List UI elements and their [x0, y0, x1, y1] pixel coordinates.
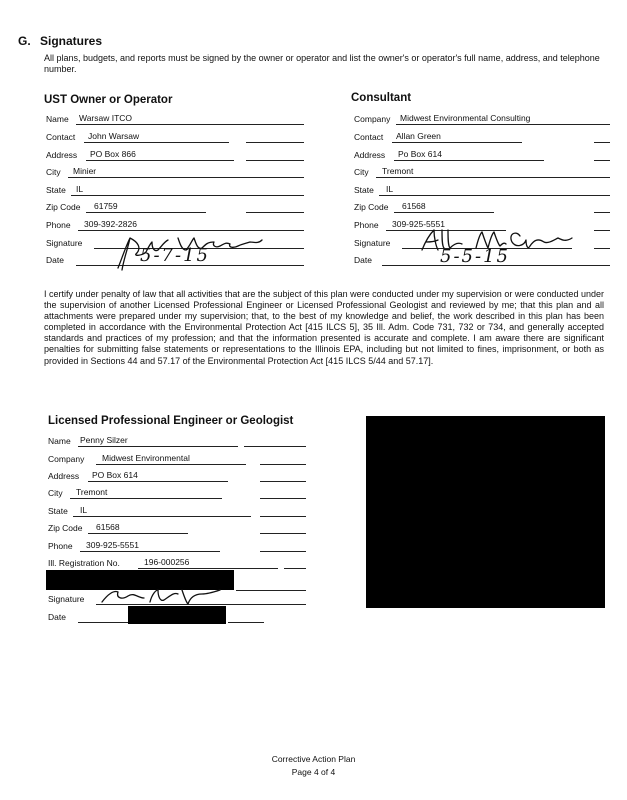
- lpe-zip-row: [48, 521, 306, 535]
- consultant-contact-line: [392, 142, 522, 143]
- lpe-zip-line: [88, 533, 188, 534]
- redaction-block: [128, 606, 226, 624]
- consultant-phone-field[interactable]: 309-925-5551: [392, 219, 445, 229]
- consultant-phone-label: Phone: [354, 220, 379, 230]
- consultant-state-field[interactable]: IL: [386, 184, 394, 194]
- consultant-city-field[interactable]: Tremont: [382, 166, 414, 176]
- footer-page-number: Page 4 of 4: [291, 767, 336, 777]
- consultant-zip-row: [354, 200, 610, 214]
- lpe-reg-label: Ill. Registration No.: [48, 558, 120, 568]
- consultant-contact-label: Contact: [354, 132, 384, 142]
- owner-address-row: [46, 148, 304, 162]
- consultant-address-row: [354, 148, 610, 162]
- consultant-contact-field[interactable]: Allan Green: [396, 131, 441, 141]
- section-letter: G.: [18, 34, 31, 48]
- lpe-state-line-2: [260, 516, 306, 517]
- lpe-phone-field[interactable]: 309-925-5551: [86, 540, 139, 550]
- consultant-state-row: [354, 183, 610, 197]
- consultant-company-label: Company: [354, 114, 391, 124]
- consultant-heading: Consultant: [351, 92, 412, 104]
- consultant-city-label: City: [354, 167, 369, 177]
- owner-address-label: Address: [46, 150, 78, 160]
- lpe-reg-line: [138, 568, 278, 569]
- consultant-address-field[interactable]: Po Box 614: [398, 149, 442, 159]
- consultant-company-row: [354, 112, 610, 126]
- lpe-company-field[interactable]: Midwest Environmental: [102, 453, 190, 463]
- owner-heading: UST Owner or Operator: [44, 94, 173, 106]
- owner-city-label: City: [46, 167, 61, 177]
- consultant-city-line: [376, 177, 610, 178]
- owner-address-line: [86, 160, 234, 161]
- lpe-address-line: [88, 481, 228, 482]
- consultant-date-label: Date: [354, 255, 372, 265]
- lpe-date-label: Date: [48, 612, 66, 622]
- lpe-blank-line: [236, 590, 306, 591]
- owner-zip-row: [46, 200, 304, 214]
- consultant-zip-label: Zip Code: [354, 202, 389, 212]
- owner-name-label: Name: [46, 114, 69, 124]
- consultant-date-handwritten: 5-5-15: [440, 246, 510, 267]
- lpe-city-row: [48, 486, 306, 500]
- lpe-zip-label: Zip Code: [48, 523, 83, 533]
- owner-contact-field[interactable]: John Warsaw: [88, 131, 140, 141]
- lpe-phone-line: [80, 551, 220, 552]
- lpe-signature-label: Signature: [48, 594, 85, 604]
- consultant-state-label: State: [354, 185, 374, 195]
- consultant-signature-line-2: [594, 248, 610, 249]
- lpe-reg-field[interactable]: 196-000256: [144, 557, 190, 567]
- lpe-phone-row: [48, 539, 306, 553]
- owner-state-row: [46, 183, 304, 197]
- lpe-date-line-2: [228, 622, 264, 623]
- consultant-contact-row: [354, 130, 610, 144]
- owner-address-field[interactable]: PO Box 866: [90, 149, 136, 159]
- lpe-name-line-2: [244, 446, 306, 447]
- footer-doc-title: Corrective Action Plan: [271, 754, 356, 764]
- lpe-name-row: [48, 434, 306, 448]
- owner-address-line-2: [246, 160, 304, 161]
- owner-contact-row: [46, 130, 304, 144]
- section-title: Signatures: [40, 34, 103, 48]
- owner-city-field[interactable]: Minier: [73, 166, 97, 176]
- certification-text: I certify under penalty of law that all activities that are the subject of this plan were conducted under my supervision or were conducted under the supervision of another Licensed Professional Engineer or Licensed Professional Geologist and reviewed by me; that this plan and all attachments were prepared under my supervision; that, to the best of my knowledge and belief, the work described in this plan has been completed in accordance with the Environmental Protection Act [415 ILCS 5], 35 Ill. Adm. Code 731, 732 or 734, and generally accepted standards and practices of my profession; and that the information presented is accurate and complete. I am aware there are significant penalties for submitting false statements or representations to the Illinois EPA, including but not limited to fines, imprisonment, or both as provided in Sections 44 and 57.17 of the Environmental Protection Act [415 ILCS 5/44 and 57.17].: [44, 289, 604, 366]
- consultant-address-label: Address: [354, 150, 386, 160]
- owner-contact-label: Contact: [46, 132, 76, 142]
- lpe-name-field[interactable]: Penny Silzer: [80, 435, 128, 445]
- consultant-address-line: [394, 160, 544, 161]
- lpe-company-line: [96, 464, 246, 465]
- consultant-zip-field[interactable]: 61568: [402, 201, 426, 211]
- lpe-name-label: Name: [48, 436, 71, 446]
- lpe-name-line: [78, 446, 238, 447]
- consultant-contact-line-2: [594, 142, 610, 143]
- owner-name-row: [46, 112, 304, 126]
- owner-name-field[interactable]: Warsaw ITCO: [79, 113, 133, 123]
- seal-redaction: [366, 416, 605, 608]
- lpe-signature: [98, 584, 224, 608]
- owner-state-label: State: [46, 185, 66, 195]
- lpe-phone-label: Phone: [48, 541, 73, 551]
- owner-date-handwritten: 5-7-15: [140, 245, 210, 266]
- lpe-zip-field[interactable]: 61568: [96, 522, 120, 532]
- owner-city-row: [46, 165, 304, 179]
- lpe-phone-line-2: [260, 551, 306, 552]
- lpe-zip-line-2: [260, 533, 306, 534]
- owner-date-label: Date: [46, 255, 64, 265]
- owner-contact-line: [84, 142, 229, 143]
- owner-city-line: [68, 177, 304, 178]
- lpe-city-label: City: [48, 488, 63, 498]
- lpe-heading: Licensed Professional Engineer or Geologist: [48, 415, 294, 427]
- lpe-city-field[interactable]: Tremont: [76, 487, 108, 497]
- owner-contact-line-2: [246, 142, 304, 143]
- lpe-address-label: Address: [48, 471, 80, 481]
- owner-phone-field[interactable]: 309-392-2826: [84, 219, 137, 229]
- owner-zip-label: Zip Code: [46, 202, 81, 212]
- consultant-zip-line-2: [594, 212, 610, 213]
- owner-state-field[interactable]: IL: [76, 184, 84, 194]
- consultant-company-field[interactable]: Midwest Environmental Consulting: [400, 113, 531, 123]
- lpe-state-line: [73, 516, 251, 517]
- section-intro: All plans, budgets, and reports must be signed by the owner or operator and list the owner's or operator's full name, address, and telephone number.: [44, 53, 600, 74]
- owner-state-line: [71, 195, 304, 196]
- consultant-address-line-2: [594, 160, 610, 161]
- owner-signature-label: Signature: [46, 238, 83, 248]
- owner-phone-label: Phone: [46, 220, 71, 230]
- lpe-company-label: Company: [48, 454, 85, 464]
- lpe-reg-row: [48, 556, 306, 570]
- lpe-address-row: [48, 469, 306, 483]
- lpe-state-row: [48, 504, 306, 518]
- lpe-address-line-2: [260, 481, 306, 482]
- consultant-zip-line: [394, 212, 494, 213]
- consultant-phone-line-2: [594, 230, 610, 231]
- consultant-signature-label: Signature: [354, 238, 391, 248]
- consultant-company-line: [396, 124, 610, 125]
- lpe-city-line: [70, 498, 222, 499]
- lpe-company-row: [48, 452, 306, 466]
- consultant-city-row: [354, 165, 610, 179]
- lpe-address-field[interactable]: PO Box 614: [92, 470, 138, 480]
- owner-zip-field[interactable]: 61759: [94, 201, 118, 211]
- lpe-reg-line-2: [284, 568, 306, 569]
- owner-zip-line-2: [246, 212, 304, 213]
- lpe-state-field[interactable]: IL: [80, 505, 88, 515]
- lpe-state-label: State: [48, 506, 68, 516]
- lpe-city-line-2: [260, 498, 306, 499]
- owner-name-line: [76, 124, 304, 125]
- lpe-company-line-2: [260, 464, 306, 465]
- consultant-state-line: [379, 195, 610, 196]
- owner-zip-line: [86, 212, 206, 213]
